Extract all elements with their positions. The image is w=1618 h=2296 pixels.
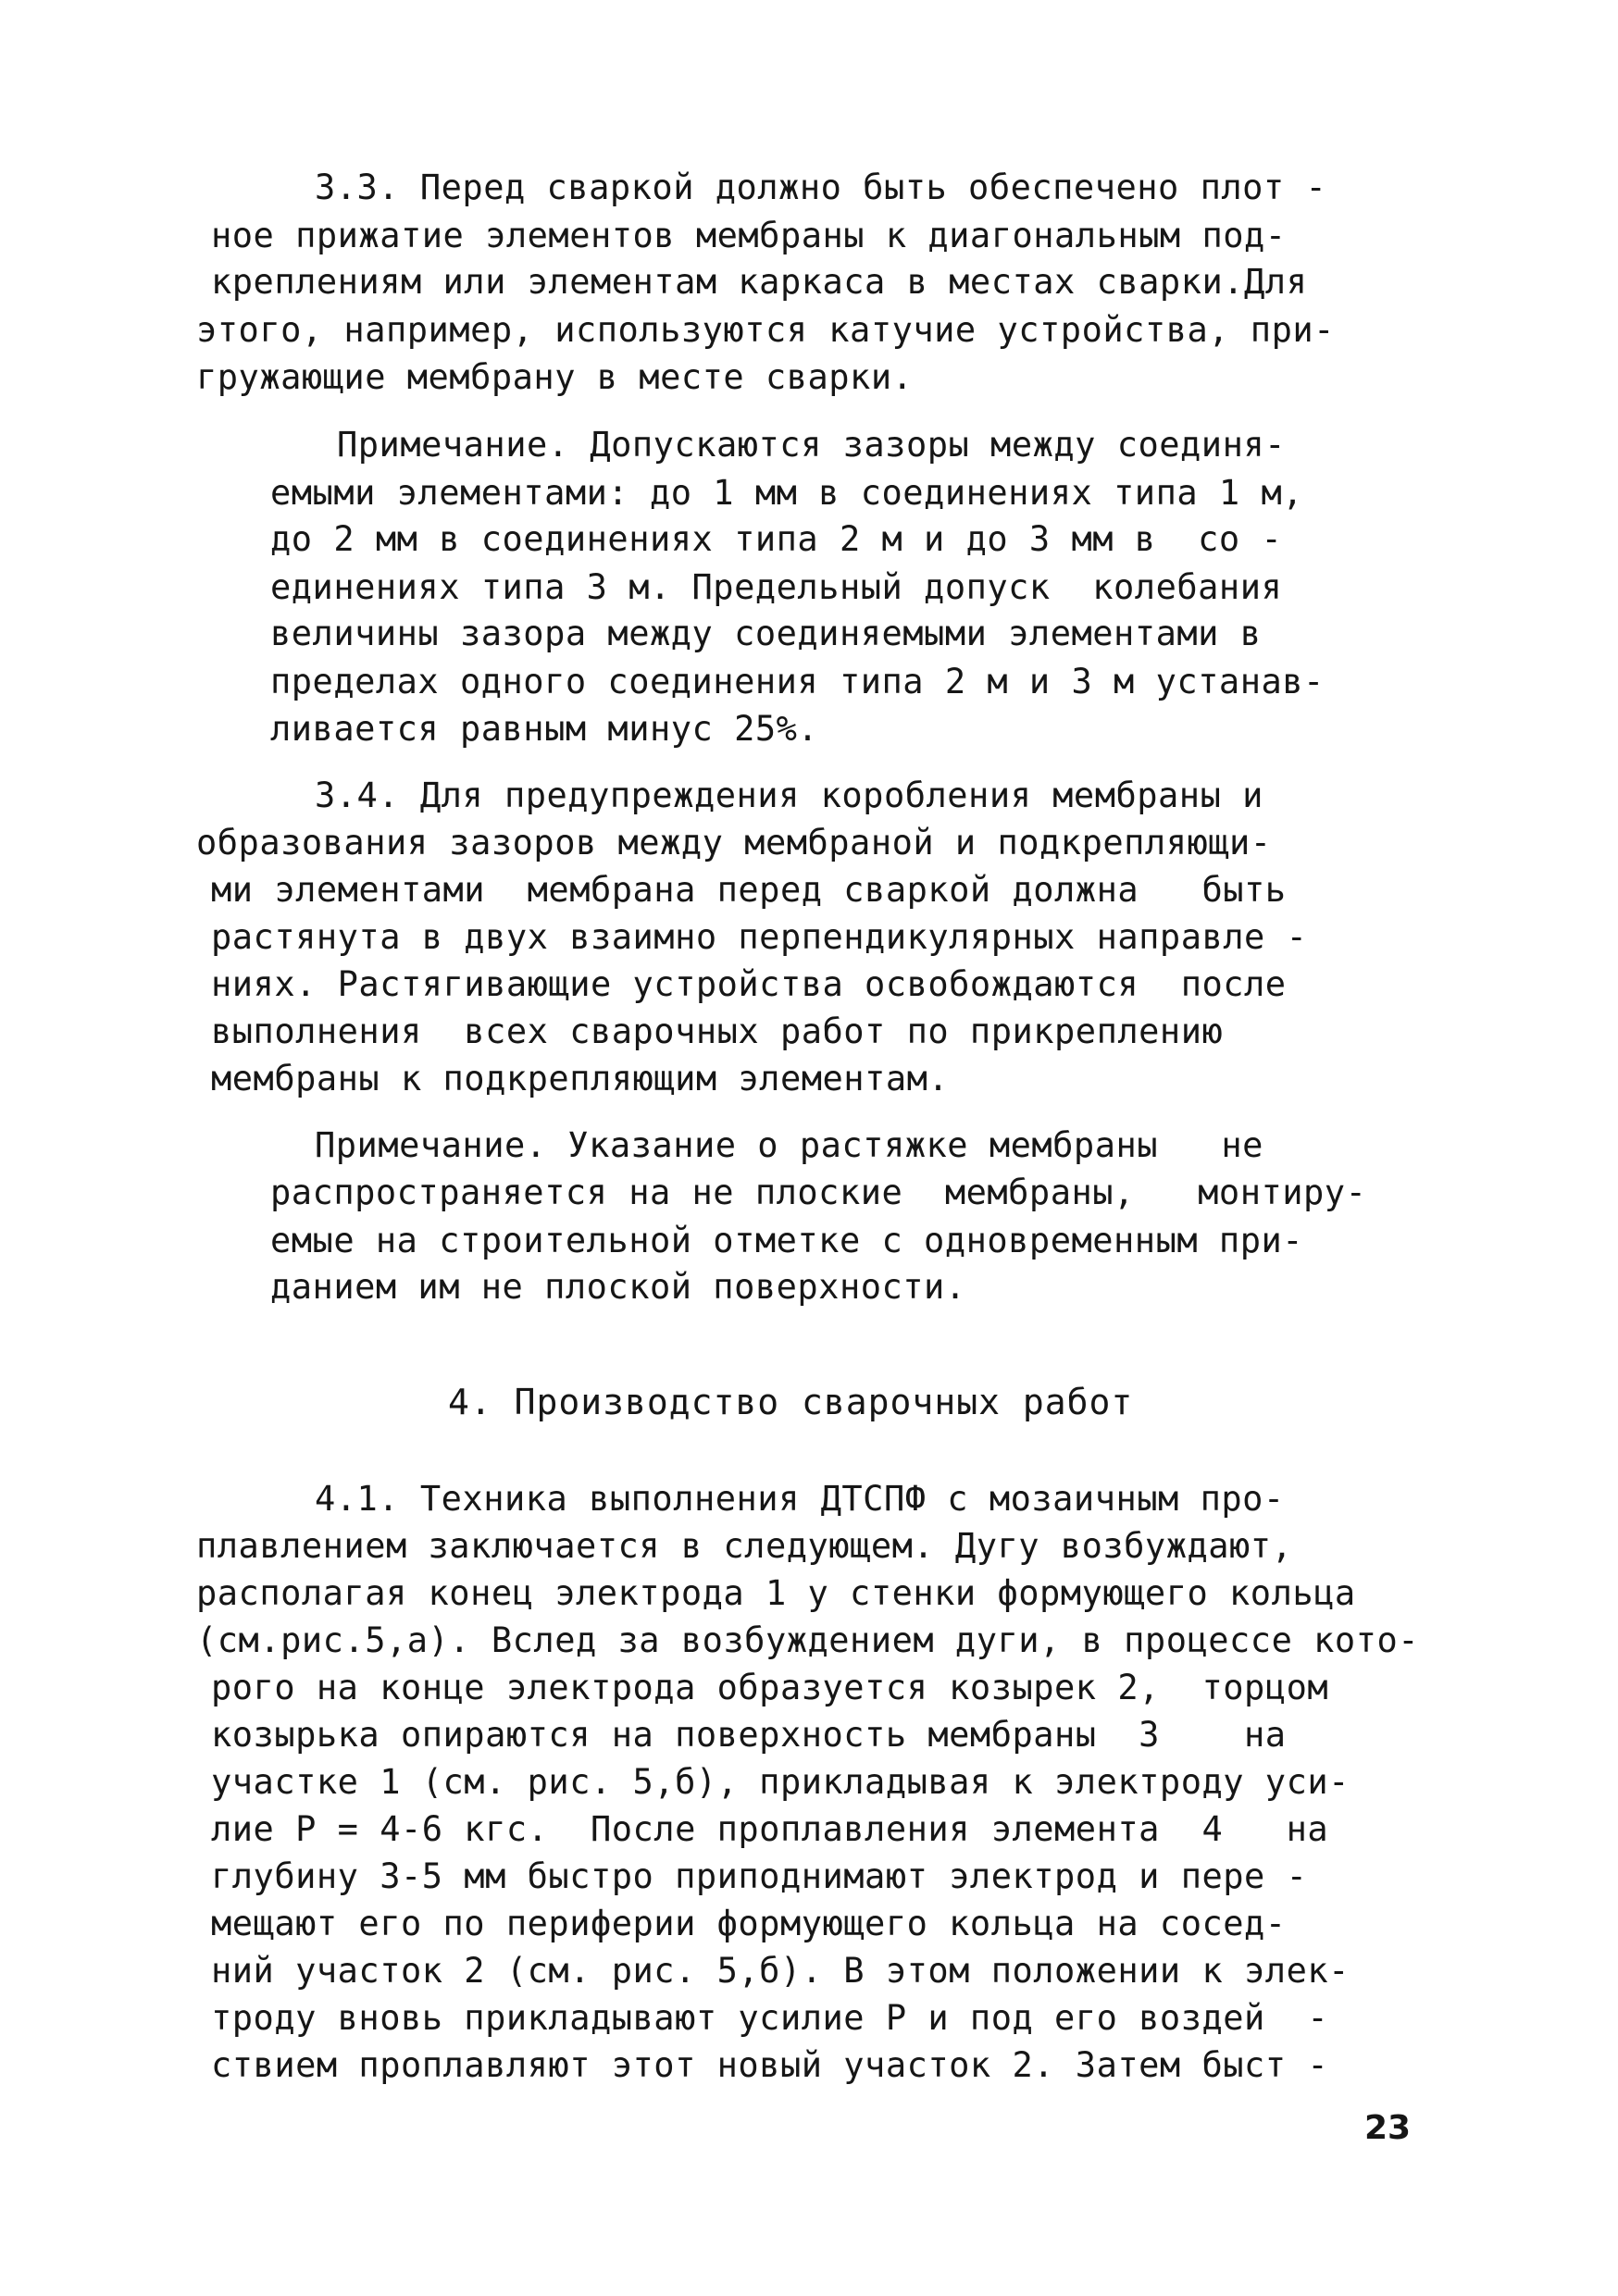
paragraph-line: лие Р = 4-6 кгс. После проплавления элемента 4 на xyxy=(211,1809,1329,1849)
note-line: Примечание. Допускаются зазоры между соединя- xyxy=(337,425,1286,465)
paragraph-line: мещают его по периферии формующего кольца на сосед- xyxy=(211,1904,1287,1943)
paragraph-line: (см.рис.5,а). Вслед за возбуждением дуги, в процессе кото- xyxy=(196,1620,1420,1660)
note-line: до 2 мм в соединениях типа 2 м и до 3 мм в со - xyxy=(270,519,1283,559)
note-line: пределах одного соединения типа 2 м и 3 м устанав- xyxy=(270,662,1325,701)
paragraph-line: ний участок 2 (см. рис. 5,б). В этом положении к элек- xyxy=(211,1951,1350,1991)
paragraph-line: 3.3. Перед сваркой должно быть обеспечено плот - xyxy=(315,168,1327,207)
paragraph-line: плавлением заключается в следующем. Дугу возбуждают, xyxy=(196,1526,1293,1566)
note-line: единениях типа 3 м. Предельный допуск колебания xyxy=(270,567,1283,607)
paragraph-line: этого, например, используются катучие устройства, при- xyxy=(196,310,1335,350)
note-line: Примечание. Указание о растяжке мембраны не xyxy=(315,1125,1263,1165)
section-heading: 4. Производство сварочных работ xyxy=(448,1382,1134,1422)
paragraph-line: 4.1. Техника выполнения ДТСПФ с мозаичным про- xyxy=(315,1479,1285,1519)
note-line: величины зазора между соединяемыми элементами в xyxy=(270,614,1262,653)
page-number: 23 xyxy=(1364,2109,1412,2147)
note-line: емые на строительной отметке с одновременным при- xyxy=(270,1221,1304,1260)
paragraph-line: глубину 3-5 мм быстро приподнимают электрод и пере - xyxy=(211,1856,1308,1896)
paragraph-line: ми элементами мембрана перед сваркой должна быть xyxy=(211,870,1287,910)
paragraph-line: козырька опираются на поверхность мембраны 3 на xyxy=(211,1715,1287,1755)
paragraph-line: располагая конец электрода 1 у стенки формующего кольца xyxy=(196,1573,1356,1613)
paragraph-line: гружающие мембрану в месте сварки. xyxy=(196,357,914,397)
paragraph-line: ствием проплавляют этот новый участок 2. Затем быст - xyxy=(211,2045,1329,2085)
paragraph-line: растянута в двух взаимно перпендикулярных направле - xyxy=(211,917,1308,957)
paragraph-line: образования зазоров между мембраной и подкрепляющи- xyxy=(196,823,1272,863)
paragraph-line: участке 1 (см. рис. 5,б), прикладывая к электроду уси- xyxy=(211,1762,1350,1802)
paragraph-line: 3.4. Для предупреждения коробления мембраны и xyxy=(315,776,1263,815)
paragraph-line: ное прижатие элементов мембраны к диагональным под- xyxy=(211,216,1287,255)
note-line: распространяется на не плоские мембраны, монтиру- xyxy=(270,1173,1367,1212)
paragraph-line: троду вновь прикладывают усилие Р и под его воздей - xyxy=(211,1998,1329,2038)
paragraph-line: рого на конце электрода образуется козырек 2, торцом xyxy=(211,1668,1329,1707)
note-line: данием им не плоской поверхности. xyxy=(270,1267,966,1307)
note-line: ливается равным минус 25%. xyxy=(270,709,819,749)
paragraph-line: ниях. Растягивающие устройства освобождаются после xyxy=(211,964,1287,1004)
paragraph-line: мембраны к подкрепляющим элементам. xyxy=(211,1059,950,1098)
paragraph-line: выполнения всех сварочных работ по прикреплению xyxy=(211,1011,1224,1051)
paragraph-line: креплениям или элементам каркаса в местах сварки.Для xyxy=(211,262,1308,302)
note-line: емыми элементами: до 1 мм в соединениях типа 1 м, xyxy=(270,473,1304,513)
